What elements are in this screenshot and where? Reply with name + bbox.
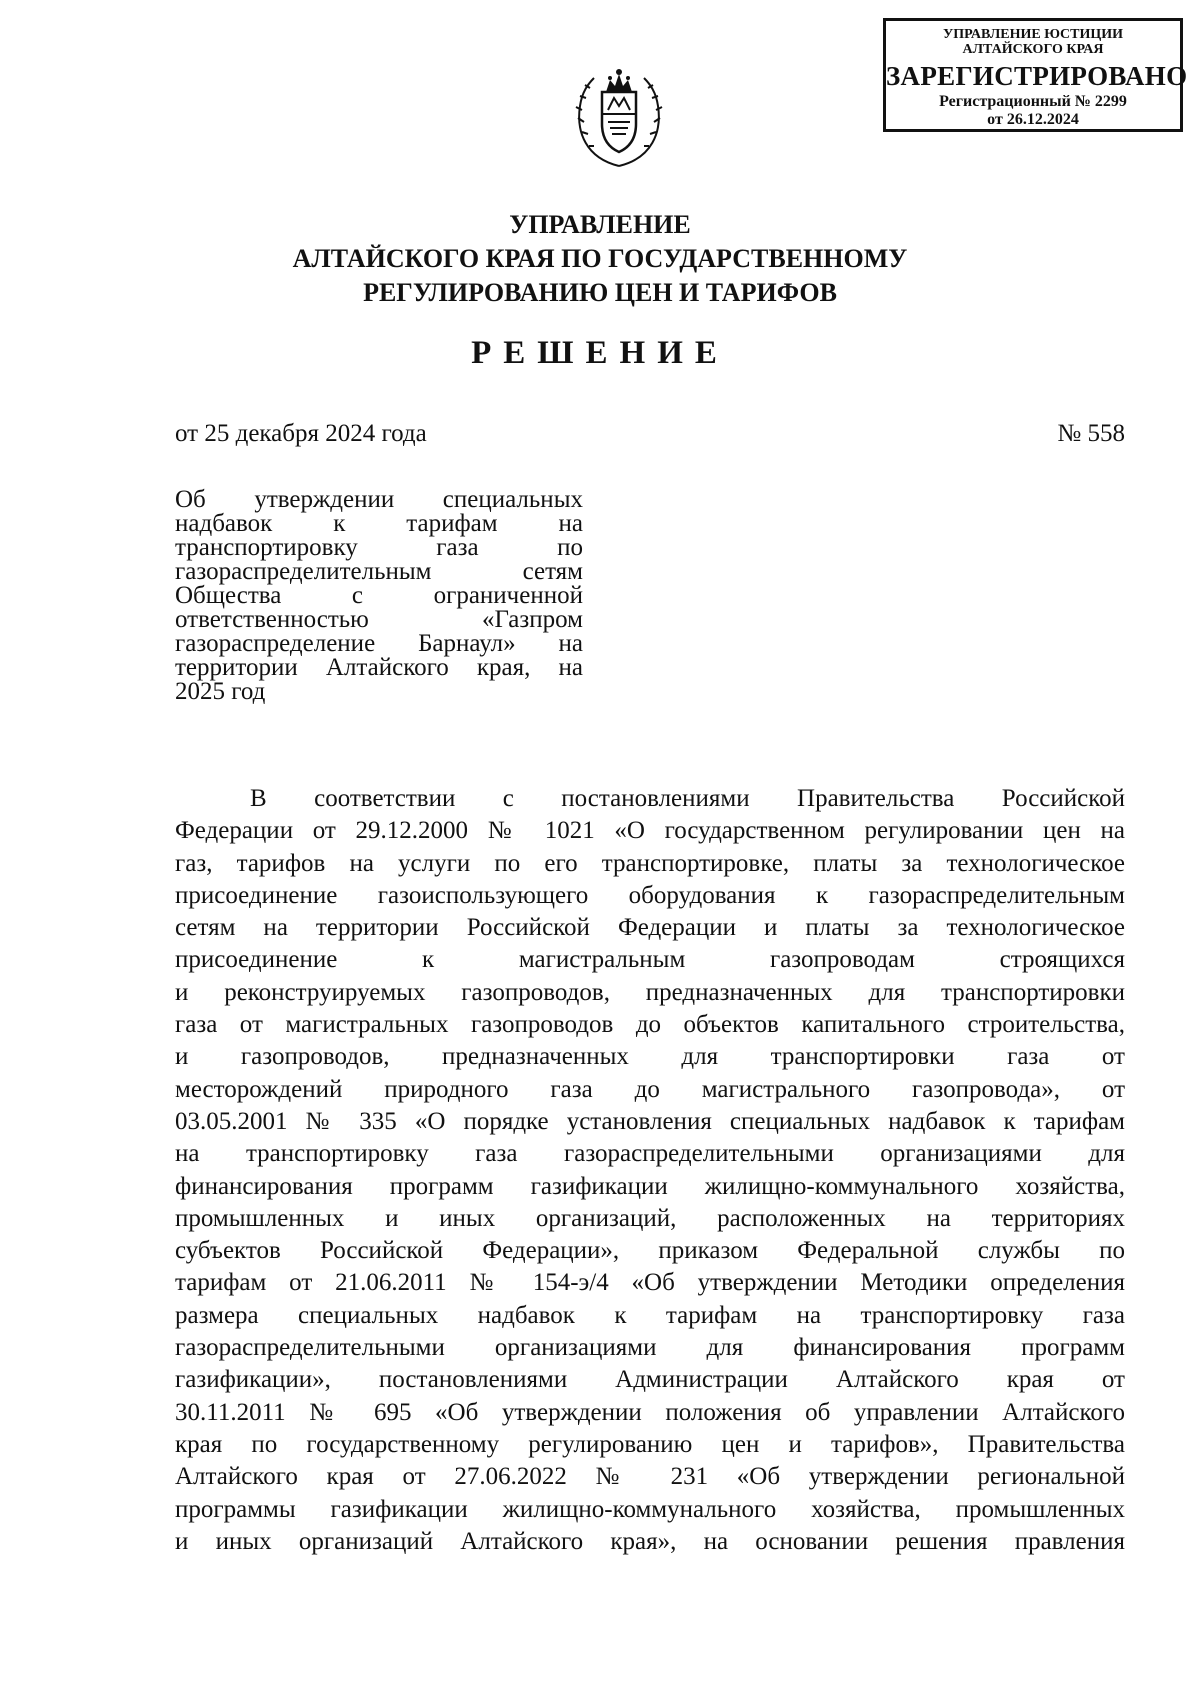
stamp-authority-line2: АЛТАЙСКОГО КРАЯ xyxy=(962,42,1104,57)
subject-line: газораспределительным сетям xyxy=(175,558,583,585)
body-line: газораспределительными организациями для финансирования программ xyxy=(175,1334,1125,1362)
issuing-authority xyxy=(0,208,1200,310)
body-line: газификации», постановлениями Администрации Алтайского края от xyxy=(175,1366,1125,1394)
stamp-authority-line1: УПРАВЛЕНИЕ ЮСТИЦИИ xyxy=(943,27,1123,42)
subject-line: газораспределение Барнаул» на xyxy=(175,630,583,657)
subject-line: Общества с ограниченной xyxy=(175,582,583,609)
document-date: от 25 декабря 2024 года xyxy=(175,420,427,447)
body-line: и иных организаций Алтайского края», на основании решения правления xyxy=(175,1527,1125,1555)
subject-line: ответственностью «Газпром xyxy=(175,606,583,633)
subject-line: 2025 год xyxy=(175,678,266,705)
stamp-status: ЗАРЕГИСТРИРОВАНО xyxy=(886,61,1188,91)
body-line: субъектов Российской Федерации», приказом Федеральной службы по xyxy=(175,1237,1125,1265)
body-line: 30.11.2011 № 695 «Об утверждении положения об управлении Алтайского xyxy=(175,1398,1125,1426)
body-line: размера специальных надбавок к тарифам на транспортировку газа xyxy=(175,1301,1125,1329)
subject-line: территории Алтайского края, на xyxy=(175,654,583,681)
registration-stamp xyxy=(883,18,1188,132)
altai-krai-coat-of-arms-icon xyxy=(572,62,666,170)
body-line: В соответствии с постановлениями Правительства Российской xyxy=(250,785,1125,812)
body-line: газ, тарифов на услуги по его транспортировке, платы за технологическое xyxy=(175,849,1125,877)
body-line: и реконструируемых газопроводов, предназначенных для транспортировки xyxy=(175,978,1125,1006)
body-line: промышленных и иных организаций, расположенных на территориях xyxy=(175,1204,1125,1232)
subject-line: надбавок к тарифам на xyxy=(175,510,583,537)
document-type-title: РЕШЕНИЕ xyxy=(471,335,729,371)
body-line: Федерации от 29.12.2000 № 1021 «О государственном регулировании цен на xyxy=(175,817,1125,845)
body-line: на транспортировку газа газораспределительными организациями для xyxy=(175,1140,1125,1168)
body-line: тарифам от 21.06.2011 № 154-э/4 «Об утверждении Методики определения xyxy=(175,1269,1125,1297)
authority-line-1: УПРАВЛЕНИЕ xyxy=(509,210,691,239)
authority-line-3: РЕГУЛИРОВАНИЮ ЦЕН И ТАРИФОВ xyxy=(363,278,837,307)
authority-line-2: АЛТАЙСКОГО КРАЯ ПО ГОСУДАРСТВЕННОМУ xyxy=(292,244,908,273)
body-line: и газопроводов, предназначенных для транспортировки газа от xyxy=(175,1043,1125,1071)
body-line: 03.05.2001 № 335 «О порядке установления специальных надбавок к тарифам xyxy=(175,1107,1125,1135)
stamp-reg-date: от 26.12.2024 xyxy=(987,111,1079,128)
document-number: № 558 xyxy=(1057,420,1125,447)
body-line: месторождений природного газа до магистрального газопровода», от xyxy=(175,1075,1125,1103)
body-line: финансирования программ газификации жилищно-коммунального хозяйства, xyxy=(175,1172,1125,1200)
subject-line: транспортировку газа по xyxy=(175,534,583,561)
body-line: газа от магистральных газопроводов до объектов капитального строительства, xyxy=(175,1011,1125,1039)
body-line: Алтайского края от 27.06.2022 № 231 «Об утверждении региональной xyxy=(175,1463,1125,1491)
body-line: края по государственному регулированию цен и тарифов», Правительства xyxy=(175,1430,1125,1458)
stamp-reg-number: Регистрационный № 2299 xyxy=(939,93,1127,110)
body-line: присоединение к магистральным газопроводам строящихся xyxy=(175,946,1125,974)
body-paragraph xyxy=(175,783,1125,1558)
subject-line: Об утверждении специальных xyxy=(175,486,583,513)
body-line: программы газификации жилищно-коммунального хозяйства, промышленных xyxy=(175,1495,1125,1523)
body-line: сетям на территории Российской Федерации и платы за технологическое xyxy=(175,914,1125,942)
body-line: присоединение газоиспользующего оборудования к газораспределительным xyxy=(175,881,1125,909)
document-subject xyxy=(175,488,583,704)
